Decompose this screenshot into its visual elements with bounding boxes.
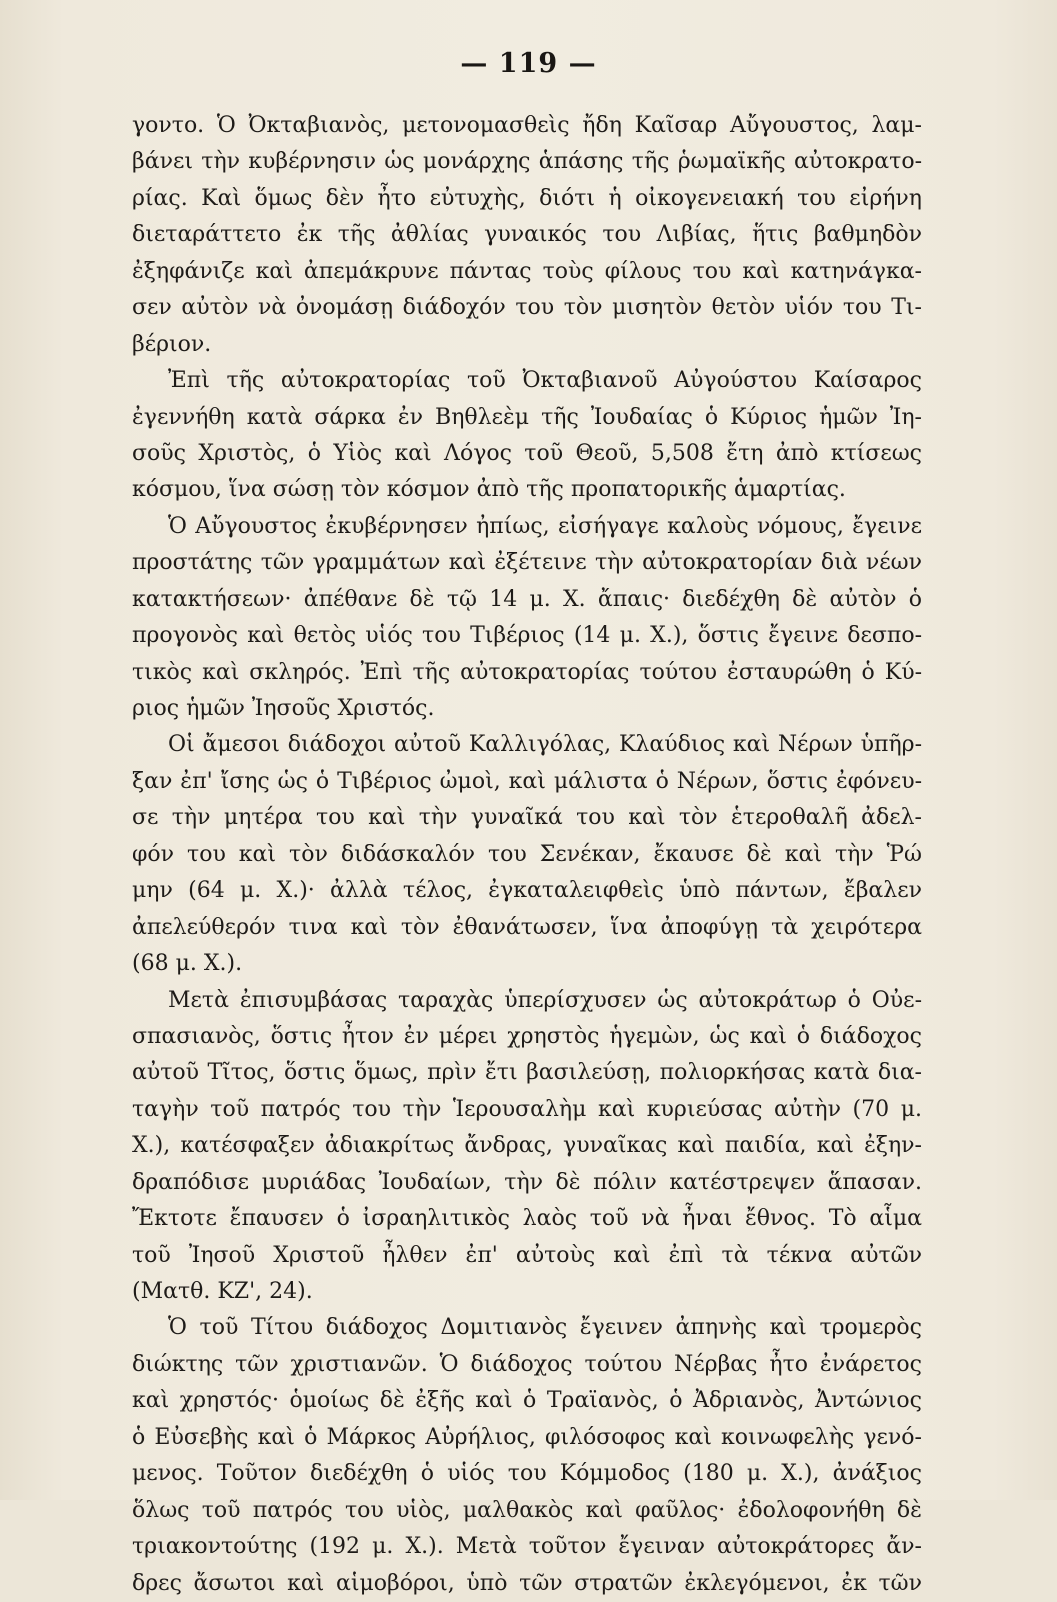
text-line: (Ματθ. ΚΖ', 24). <box>132 1279 313 1304</box>
paragraph <box>132 1310 922 1602</box>
text-line: βάνει τὴν κυβέρνησιν ὡς μονάρχης ἁπάσης τῆς ῥωμαϊκῆς αὐτοκρατο- <box>132 149 922 175</box>
text-line: αὐτοῦ Τῖτος, ὅστις ὅμως, πρὶν ἔτι βασιλεύσῃ, πολιορκήσας κατὰ δια- <box>132 1060 922 1086</box>
text-line: Οἱ ἄμεσοι διάδοχοι αὐτοῦ Καλλιγόλας, Κλαύδιος καὶ Νέρων ὑπῆρ- <box>168 732 922 758</box>
text-line: καὶ χρηστός· ὁμοίως δὲ ἐξῆς καὶ ὁ Τραϊανὸς, ὁ Ἀδριανὸς, Ἀντώνιος <box>132 1388 922 1414</box>
paragraph <box>132 108 922 363</box>
text-line: φόν του καὶ τὸν διδάσκαλόν του Σενέκαν, ἔκαυσε δὲ καὶ τὴν Ῥώ <box>132 841 922 867</box>
text-line: ρίας. Καὶ ὅμως δὲν ἦτο εὐτυχὴς, διότι ἡ οἰκογενειακή του εἰρήνη <box>132 185 922 211</box>
text-line: διώκτης τῶν χριστιανῶν. Ὁ διάδοχος τούτου Νέρβας ἦτο ἐνάρετος <box>132 1351 922 1377</box>
page-number: — 119 — <box>460 48 597 79</box>
text-line: κόσμου, ἵνα σώσῃ τὸν κόσμον ἀπὸ τῆς προπατορικῆς ἁμαρτίας. <box>132 477 846 503</box>
paragraph <box>132 363 922 509</box>
text-line: σοῦς Χριστὸς, ὁ Υἱὸς καὶ Λόγος τοῦ Θεοῦ, 5,508 ἔτη ἀπὸ κτίσεως <box>132 440 922 466</box>
paragraph <box>132 727 922 982</box>
text-line: σε τὴν μητέρα του καὶ τὴν γυναῖκά του καὶ τὸν ἑτεροθαλῆ ἀδελ- <box>132 805 922 831</box>
text-line: ἐγεννήθη κατὰ σάρκα ἐν Βηθλεὲμ τῆς Ἰουδαίας ὁ Κύριος ἡμῶν Ἰη- <box>132 404 922 430</box>
text-line: τριακοντούτης (192 μ. Χ.). Μετὰ τοῦτον ἔγειναν αὐτοκράτορες ἄν- <box>132 1534 922 1560</box>
text-line: ὅλως τοῦ πατρός του υἱὸς, μαλθακὸς καὶ φαῦλος· ἐδολοφονήθη δὲ <box>132 1497 922 1523</box>
text-line: κατακτήσεων· ἀπέθανε δὲ τῷ 14 μ. Χ. ἄπαις· διεδέχθη δὲ αὐτὸν ὁ <box>132 586 922 612</box>
text-line: Ὁ Αὔγουστος ἐκυβέρνησεν ἠπίως, εἰσήγαγε καλοὺς νόμους, ἔγεινε <box>168 513 922 539</box>
text-line: διεταράττετο ἐκ τῆς ἀθλίας γυναικός του Λιβίας, ἥτις βαθμηδὸν <box>132 222 922 248</box>
text-line: ριος ἡμῶν Ἰησοῦς Χριστός. <box>132 696 435 721</box>
body-text <box>132 108 922 1602</box>
text-line: (68 μ. Χ.). <box>132 951 243 977</box>
text-line: προστάτης τῶν γραμμάτων καὶ ἐξέτεινε τὴν αὐτοκρατορίαν διὰ νέων <box>132 550 922 576</box>
text-line: Ἐπὶ τῆς αὐτοκρατορίας τοῦ Ὀκταβιανοῦ Αὐγούστου Καίσαρος <box>168 368 922 394</box>
text-line: τοῦ Ἰησοῦ Χριστοῦ ἦλθεν ἐπ' αὐτοὺς καὶ ἐπὶ τὰ τέκνα αὐτῶν <box>132 1242 922 1268</box>
text-line: ὁ Εὐσεβὴς καὶ ὁ Μάρκος Αὐρήλιος, φιλόσοφος καὶ κοινωφελὴς γενό- <box>132 1424 922 1450</box>
text-line: ἐξηφάνιζε καὶ ἀπεμάκρυνε πάντας τοὺς φίλους του καὶ κατηνάγκα- <box>132 258 922 284</box>
text-line: ξαν ἐπ' ἴσης ὡς ὁ Τιβέριος ὠμοὶ, καὶ μάλιστα ὁ Νέρων, ὅστις ἐφόνευ- <box>132 768 922 794</box>
text-line: ἀπελεύθερόν τινα καὶ τὸν ἐθανάτωσεν, ἵνα ἀποφύγῃ τὰ χειρότερα <box>132 914 922 940</box>
text-line: Μετὰ ἐπισυμβάσας ταραχὰς ὑπερίσχυσεν ὡς αὐτοκράτωρ ὁ Οὐε- <box>168 987 922 1013</box>
text-line: Ὁ τοῦ Τίτου διάδοχος Δομιτιανὸς ἔγεινεν ἀπηνὴς καὶ τρομερὸς <box>168 1315 922 1341</box>
text-line: προγονὸς καὶ θετὸς υἱός του Τιβέριος (14 μ. Χ.), ὅστις ἔγεινε δεσπο- <box>132 623 922 649</box>
text-line: σεν αὐτὸν νὰ ὀνομάσῃ διάδοχόν του τὸν μισητὸν θετὸν υἱόν του Τι- <box>132 295 922 321</box>
paragraph <box>132 983 922 1311</box>
paragraph <box>132 509 922 728</box>
text-line: τικὸς καὶ σκληρός. Ἐπὶ τῆς αὐτοκρατορίας τούτου ἐσταυρώθη ὁ Κύ- <box>132 659 922 685</box>
text-line: δρες ἄσωτοι καὶ αἱμοβόροι, ὑπὸ τῶν στρατῶν ἐκλεγόμενοι, ἐκ τῶν <box>132 1570 922 1596</box>
text-line: Ἔκτοτε ἔπαυσεν ὁ ἰσραηλιτικὸς λαὸς τοῦ νὰ ἦναι ἔθνος. Τὸ αἷμα <box>132 1206 922 1232</box>
text-line: ταγὴν τοῦ πατρός του τὴν Ἱερουσαλὴμ καὶ κυριεύσας αὐτὴν (70 μ. <box>132 1096 922 1122</box>
text-line: σπασιανὸς, ὅστις ἦτον ἐν μέρει χρηστὸς ἡγεμὼν, ὡς καὶ ὁ διάδοχος <box>132 1023 922 1049</box>
text-line: βέριον. <box>132 331 212 357</box>
text-line: Χ.), κατέσφαξεν ἀδιακρίτως ἄνδρας, γυναῖκας καὶ παιδία, καὶ ἐξην- <box>132 1133 922 1159</box>
text-line: γοντο. Ὁ Ὀκταβιανὸς, μετονομασθεὶς ἤδη Καῖσαρ Αὔγουστος, λαμ- <box>132 113 922 138</box>
text-line: δραπόδισε μυριάδας Ἰουδαίων, τὴν δὲ πόλιν κατέστρεψεν ἅπασαν. <box>132 1169 922 1195</box>
text-line: μην (64 μ. Χ.)· ἀλλὰ τέλος, ἐγκαταλειφθεὶς ὑπὸ πάντων, ἔβαλεν <box>132 878 922 904</box>
text-line: μενος. Τοῦτον διεδέχθη ὁ υἱός του Κόμμοδος (180 μ. Χ.), ἀνάξιος <box>132 1461 922 1487</box>
